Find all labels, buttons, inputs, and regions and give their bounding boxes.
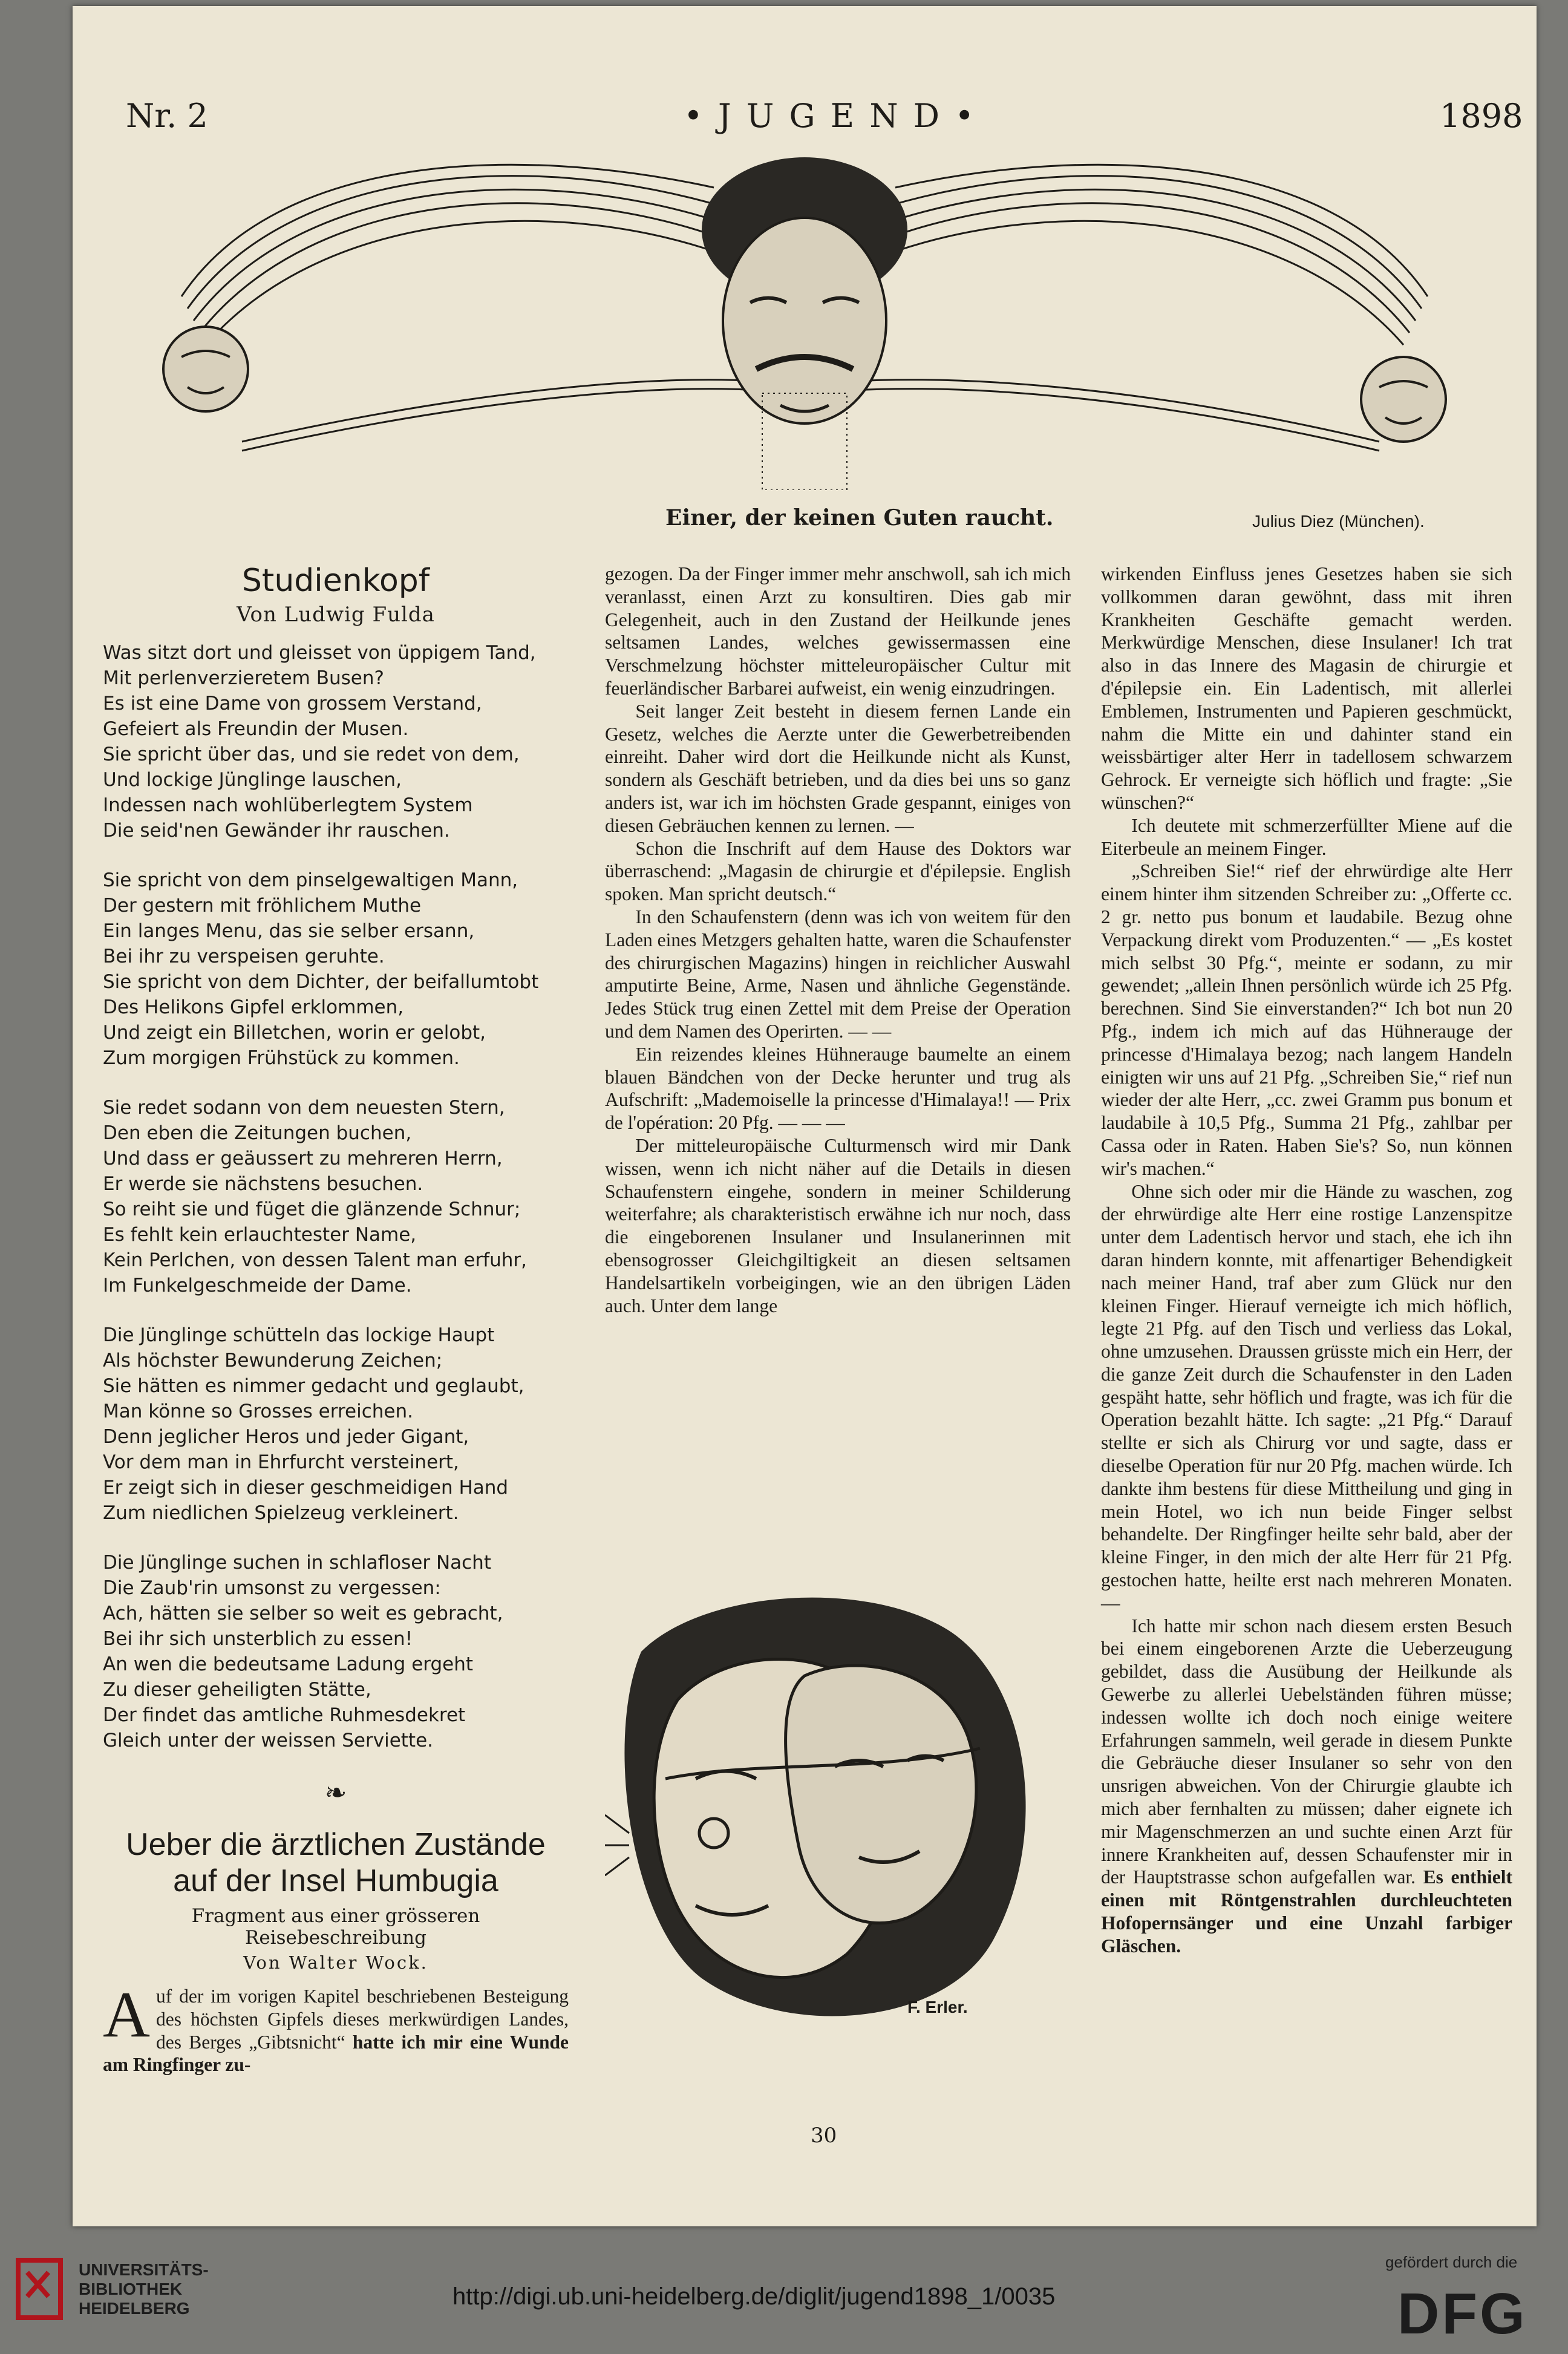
poem-line: Zum morgigen Frühstück zu kommen.: [103, 1047, 460, 1069]
poem-line: Was sitzt dort und gleisset von üppigem Tand,: [103, 642, 536, 664]
library-name-line: HEIDELBERG: [79, 2299, 190, 2318]
lead-text: uf der im vorigen Kapitel beschriebenen Besteigung des höchsten Gipfels dieses merkwürdigen Landes, des Berges „Gibtsnicht“: [156, 1986, 569, 2053]
column-left: [103, 563, 569, 2076]
sponsor-label: gefördert durch die: [1385, 2253, 1518, 2271]
library-name-line: BIBLIOTHEK: [79, 2280, 183, 2298]
poem-stanza: [103, 640, 569, 843]
poem-body: [103, 640, 569, 1753]
column-right: [1101, 563, 1512, 1958]
poem-line: Zu dieser geheiligten Stätte,: [103, 1679, 371, 1701]
poem-line: Er zeigt sich in dieser geschmeidigen Hand: [103, 1477, 509, 1499]
poem-stanza: [103, 868, 569, 1071]
poem-line: So reiht sie und füget die glänzende Schnur;: [103, 1198, 521, 1220]
poem-line: Man könne so Grosses erreichen.: [103, 1401, 413, 1422]
article-title: [103, 1826, 569, 1899]
poem-line: Es fehlt kein erlauchtester Name,: [103, 1224, 417, 1246]
poem-line: Der gestern mit fröhlichem Muthe: [103, 895, 422, 917]
paragraph: Ohne sich oder mir die Hände zu waschen, zog der ehrwürdige alte Herr eine rostige Lanzenspitze unter dem Ladentisch hervor und stach, ehe ich ihn daran hindern konnte, mit affenartiger Behendigkeit nach meiner Hand, traf aber zum Glück nur den kleinen Finger. Hierauf verneigte ich mich höflich, legte 21 Pfg. auf den Tisch und verliess das Lokal, ohne umzusehen. Draussen grüsste mich ein Herr, der die ganze Zeit durch die Schaufenster in den Laden gespäht hatte, sehr höflich und fragte, was ich für die Operation bezahlt hätte. Ich sagte: „21 Pfg.“ Darauf stellte er sich als Chirurg vor und sagte, dass er dieselbe Operation für nur 20 Pfg. machen würde. Ich dankte ihm bestens für diese Mittheilung und ging in mein Hotel, wo ich nun beide Finger selbst behandelte. Der Ringfinger heilte sehr bald, aber der kleine Finger, in den mich der alte Herr für 21 Pfg. gestochen hatte, heilte erst nach mehreren Monaten. —: [1101, 1180, 1512, 1613]
poem-line: Ach, hätten sie selber so weit es gebracht,: [103, 1603, 503, 1624]
paragraph: Der mitteleuropäische Culturmensch wird mir Dank wissen, wenn ich nicht näher auf die Details in diesen Schaufenstern eingehe, sondern in meiner Schilderung weiterfahre; als charakteristisch erwähne ich nur noch, dass die eingeborenen Insulaner und Insulanerinnen mit ebensogrosser Gleichgiltigkeit an diesen seltsamen Handelsartikeln vorbeigingen, wie an den übrigen Läden auch. Unter dem lange: [605, 1134, 1071, 1316]
paragraph: Seit langer Zeit besteht in diesem fernen Lande ein Gesetz, welches die Aerzte unter die Gewerbetreibenden einreiht. Daher wird dort die Heilkunde nicht als Kunst, sondern als Geschäft betrieben, und da dies bei uns so ganz anders ist, war ich im höchsten Grade gespannt, einiges von diesen Gebräuchen kennen zu lernen. —: [605, 700, 1071, 836]
poem-line: Gleich unter der weissen Serviette.: [103, 1730, 434, 1751]
paragraph: In den Schaufenstern (denn was ich von weitem für den Laden eines Metzgers gehalten hatte, waren die Schaufenster des chirurgischen Magazins) hingen in reichlicher Auswahl amputirte Beine, Arme, Nasen und ähnliche Gegenstände. Jedes Stück trug einen Zettel mit dem Preise der Operation und dem Namen des Operirten. — —: [605, 906, 1071, 1042]
poem-line: Als höchster Bewunderung Zeichen;: [103, 1350, 443, 1372]
poem-line: Bei ihr zu verspeisen geruhte.: [103, 946, 385, 967]
poem-line: Im Funkelgeschmeide der Dame.: [103, 1275, 412, 1296]
poem-stanza: [103, 1550, 569, 1753]
poem-line: Indessen nach wohlüberlegtem System: [103, 794, 473, 816]
poem-line: Es ist eine Dame von grossem Verstand,: [103, 693, 482, 714]
article-lead: [103, 1979, 569, 2076]
lower-artist: F. Erler.: [907, 1998, 968, 2016]
poem-line: Und lockige Jünglinge lauschen,: [103, 769, 402, 791]
page-url-link[interactable]: http://digi.ub.uni-heidelberg.de/diglit/jugend1898_1/0035: [452, 2283, 1056, 2310]
poem-line: An wen die bedeutsame Ladung ergeht: [103, 1653, 474, 1675]
year: 1898: [1440, 97, 1523, 135]
poem-line: Sie spricht über das, und sie redet von dem,: [103, 744, 520, 765]
poem-line: Er werde sie nächstens besuchen.: [103, 1173, 423, 1195]
paragraph: gezogen. Da der Finger immer mehr anschwoll, sah ich mich veranlasst, einen Arzt zu konsultiren. Dies gab mir Gelegenheit, auch in den Zustand der Heilkunde jenes seltsamen Landes, welches gewissermassen eine Verschmelzung höchster mitteleuropäischer Cultur mit feuerländischer Barbarei aufweist, ein wenig einzudringen.: [605, 563, 1071, 699]
poem-line: Die Zaub'rin umsonst zu vergessen:: [103, 1577, 441, 1599]
article-title-line: auf der Insel Humbugia: [173, 1863, 498, 1898]
library-name-line: UNIVERSITÄTS-: [79, 2260, 209, 2279]
ornament-icon: ❧: [324, 1777, 347, 1808]
poem-line: Sie spricht von dem pinselgewaltigen Mann,: [103, 869, 518, 891]
magazine-title: • J U G E N D •: [684, 97, 977, 135]
poem-line: Der findet das amtliche Ruhmesdekret: [103, 1704, 466, 1726]
paragraph: Schon die Inschrift auf dem Hause des Doktors war überraschend: „Magasin de chirurgie et d'épilepsie. English spoken. Man spricht deutsch.“: [605, 837, 1071, 905]
paragraph: wirkenden Einfluss jenes Gesetzes haben sie sich vollkommen daran gewöhnt, dass mit ihren Krankheiten Geschäfte gemacht werden. Merkwürdige Menschen, diese Insulaner! Ich trat also in das Innere des Magasin de chirurgie et d'épilepsie ein. Ein Ladentisch, mit allerlei Emblemen, Instrumenten und Papieren geschmückt, nahm die Mitte ein und dahinter stand ein weissbärtiger alter Herr in tadellosem schwarzem Gehrock. Er verneigte sich höflich und fragte: „Sie wünschen?“: [1101, 563, 1512, 813]
poem-stanza: [103, 1322, 569, 1526]
lower-illustration: [605, 1579, 1077, 2051]
poem-line: Und dass er geäussert zu mehreren Herrn,: [103, 1148, 503, 1169]
university-logo-icon: [12, 2254, 73, 2327]
paragraph: „Schreiben Sie!“ rief der ehrwürdige alte Herr einem hinter ihm sitzenden Schreiber zu: „Offerte cc. 2 gr. netto pus bonum et laudabile. Bezug ohne Verpackung direkt vom Produzenten.“ — „Es kostet mich selbst 30 Pfg.“, meinte er sodann, zu mir gewendet; „allein Ihnen persönlich würde ich 25 Pfg. berechnen. Sind Sie einverstanden?“ Ich bot nun 20 Pfg., indem ich mich auf das Hühnerauge der princesse d'Himalaya bezog; nach langem Handeln einigten wir uns auf 21 Pfg. „Schreiben Sie,“ rief nun wieder der alte Herr, „cc. zwei Gramm pus bonum et laudabile à 10,5 Pfg., Summa 21 Pfg., zahlbar per Cassa oder in Raten. Haben Sie's? So, nun können wir's machen.“: [1101, 860, 1512, 1179]
poem-line: Ein langes Menu, das sie selber ersann,: [103, 920, 475, 942]
paragraph: Ich deutete mit schmerzerfüllter Miene auf die Eiterbeule an meinem Finger.: [1101, 814, 1512, 859]
poem-line: Gefeiert als Freundin der Musen.: [103, 718, 409, 740]
poem-line: Kein Perlchen, von dessen Talent man erfuhr,: [103, 1249, 528, 1271]
poem-line: Sie redet sodann von dem neuesten Stern,: [103, 1097, 505, 1119]
dfg-logo[interactable]: DFG: [1397, 2281, 1527, 2346]
poem-line: Mit perlenverzieretem Busen?: [103, 667, 384, 689]
page-number: 30: [811, 2124, 837, 2148]
poem-line: Sie spricht von dem Dichter, der beifallumtobt: [103, 971, 539, 993]
top-illustration: [121, 151, 1488, 490]
top-caption: Einer, der keinen Guten raucht.: [665, 505, 1054, 531]
poem-line: Die seid'nen Gewänder ihr rauschen.: [103, 820, 450, 842]
library-name: [79, 2260, 209, 2318]
poem-title: Studienkopf: [241, 563, 430, 599]
poem-line: Denn jeglicher Heros und jeder Gigant,: [103, 1426, 469, 1448]
poem-line: Bei ihr sich unsterblich zu essen!: [103, 1628, 413, 1650]
article-author: Von Walter Wock.: [243, 1952, 428, 1973]
viewer-footer: [0, 2231, 1568, 2354]
paragraph: Ich hatte mir schon nach diesem ersten Besuch bei einem eingeborenen Arzte die Ueberzeugung gebildet, dass die Ausübung der Heilkunde als Gewerbe zu allerlei Uebelständen führen müsse; indessen wollte ich doch noch einige weitere Erfahrungen sammeln, weil gerade in diesem Punkte die Gebräuche dieser Insulaner so sehr von den unsrigen abweichen. Von der Chirurgie glaubte ich mich aber fernhalten zu müssen; daher eignete ich mir Magenschmerzen an und suchte einen Arzt für innere Krankheiten auf, dessen Schaufenster mir in der Hauptstrasse schon aufgefallen war.: [1101, 1615, 1512, 1888]
lead-bold-text: hatte ich mir eine Wunde am Ringfinger zu-: [103, 2031, 569, 2076]
poem-line: Zum niedlichen Spielzeug verkleinert.: [103, 1502, 459, 1524]
issue-number: Nr. 2: [126, 97, 208, 135]
poem-line: Sie hätten es nimmer gedacht und geglaubt,: [103, 1375, 524, 1397]
poem-author: Von Ludwig Fulda: [237, 603, 435, 627]
top-artist: Julius Diez (München).: [1252, 512, 1425, 531]
article-subtitle: Fragment aus einer grösseren Reisebeschreibung: [191, 1905, 480, 1949]
poem-stanza: [103, 1095, 569, 1298]
poem-line: Den eben die Zeitungen buchen,: [103, 1122, 412, 1144]
poem-line: Des Helikons Gipfel erklommen,: [103, 996, 404, 1018]
dropcap: A: [103, 1979, 150, 2051]
column-middle: [605, 563, 1071, 1317]
poem-line: Die Jünglinge schütteln das lockige Haupt: [103, 1324, 495, 1346]
poem-line: Vor dem man in Ehrfurcht versteinert,: [103, 1451, 459, 1473]
article-title-line: Ueber die ärztlichen Zustände: [126, 1827, 546, 1862]
bold-text: Es enthielt einen mit Röntgenstrahlen durchleuchteten Hofopernsänger und eine Unzahl farbiger Gläschen.: [1101, 1866, 1512, 1957]
page-sheet: [73, 6, 1537, 2226]
paragraph: Ein reizendes kleines Hühnerauge baumelte an einem blauen Bändchen von der Decke herunter und trug als Aufschrift: „Mademoiselle la princesse d'Himalaya!! — Prix de l'opération: 20 Pfg. — — —: [605, 1043, 1071, 1134]
poem-line: Die Jünglinge suchen in schlafloser Nacht: [103, 1552, 491, 1574]
poem-line: Und zeigt ein Billetchen, worin er gelobt,: [103, 1022, 486, 1044]
